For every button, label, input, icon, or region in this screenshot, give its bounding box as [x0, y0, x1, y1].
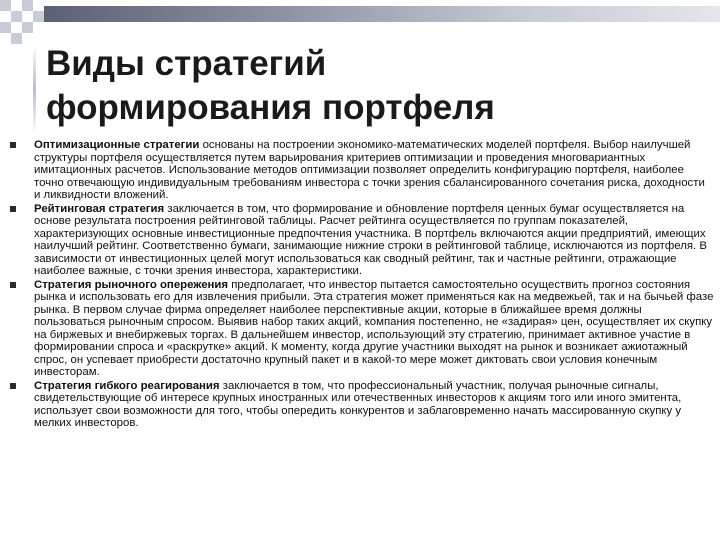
checker-square	[11, 11, 22, 22]
strategy-term: Стратегия гибкого реагирования	[34, 379, 220, 392]
checker-square	[33, 11, 44, 22]
square-bullet-icon	[10, 142, 16, 148]
list-item	[8, 139, 714, 202]
checker-square	[0, 0, 11, 11]
strategy-description: заключается в том, что формирование и обновление портфеля ценных бумаг осуществляется на основе результата построения рейтинговой таблицы. Расчет рейтинга осуществляется по группам показателей, характеризующих основные инвестиционные предпочтения участника. В портфель включаются акции предприятий, имеющих наилучший рейтинг. Соответственно бумаги, занимающие нижние строки в рейтинговой таблице, исключаются из портфеля. В зависимости от инвестиционных целей могут использоваться как сводный рейтинг, так и частные рейтинги, отражающие наиболее важные, с точки зрения инвестора, характеристики.	[34, 202, 707, 277]
square-bullet-icon	[10, 383, 16, 389]
strategy-description: основаны на построении экономико-математических моделей портфеля. Выбор наилучшей структуры портфеля осуществляется путем варьирования критериев оптимизации и проведения многовариантных имитационных расчетов. Использование методов оптимизации позволяет определить конфигурацию портфеля, наиболее точно отвечающую индивидуальным требованиям инвестора с точки зрения сбалансированного сочетания риска, доходности и ликвидности вложений.	[34, 139, 705, 201]
strategy-term: Оптимизационные стратегии	[34, 139, 200, 151]
title-vertical-rule	[33, 44, 36, 134]
slide-title	[46, 42, 495, 130]
square-bullet-icon	[10, 206, 16, 212]
strategy-description: заключается в том, что профессиональный участник, получая рыночные сигналы, свидетельствующие об интересе крупных иностранных или отечественных инвесторов к акциям того или иного эмитента, использует свои возможности для того, чтобы опередить конкурентов и заблаговременно начать массированную скупку у мелких инвесторов.	[34, 379, 682, 429]
list-item	[8, 203, 714, 278]
header-checker-pattern	[0, 0, 44, 44]
header-gradient-bar	[44, 6, 720, 22]
strategy-term: Рейтинговая стратегия	[34, 202, 165, 215]
checker-square	[22, 0, 33, 11]
strategy-term: Стратегия рыночного опережения	[34, 278, 229, 291]
slide-title-line-1: Виды стратегий	[46, 44, 327, 83]
strategy-description: предполагает, что инвестор пытается самостоятельно осуществить прогноз состояния рынка и использовать его для извлечения прибыли. Эта стратегия может применяться как на медвежьей, так и на бычьей фазе рынка. В первом случае фирма определяет наиболее перспективные акции, которые в ближайшее время должны пользоваться рыночным спросом. Выявив набор таких акций, компания постепенно, не «задирая» цен, осуществляет их скупку на биржевых и внебиржевых торгах. В дальнейшем инвестор, использующий эту стратегию, принимает активное участие в формировании спроса и «раскрутке» акций. К моменту, когда другие участники выходят на рынок и возникает ажиотажный спрос, он успевает приобрести достаточно крупный пакет и в какой-то мере может диктовать свои условия конечным инвесторам.	[34, 278, 714, 378]
list-item	[8, 380, 714, 430]
checker-square	[11, 33, 22, 44]
slide-title-line-2: формирования портфеля	[46, 88, 495, 127]
checker-square	[0, 22, 11, 33]
checker-square	[22, 22, 33, 33]
strategy-list	[8, 139, 714, 431]
square-bullet-icon	[10, 282, 16, 288]
list-item	[8, 279, 714, 379]
